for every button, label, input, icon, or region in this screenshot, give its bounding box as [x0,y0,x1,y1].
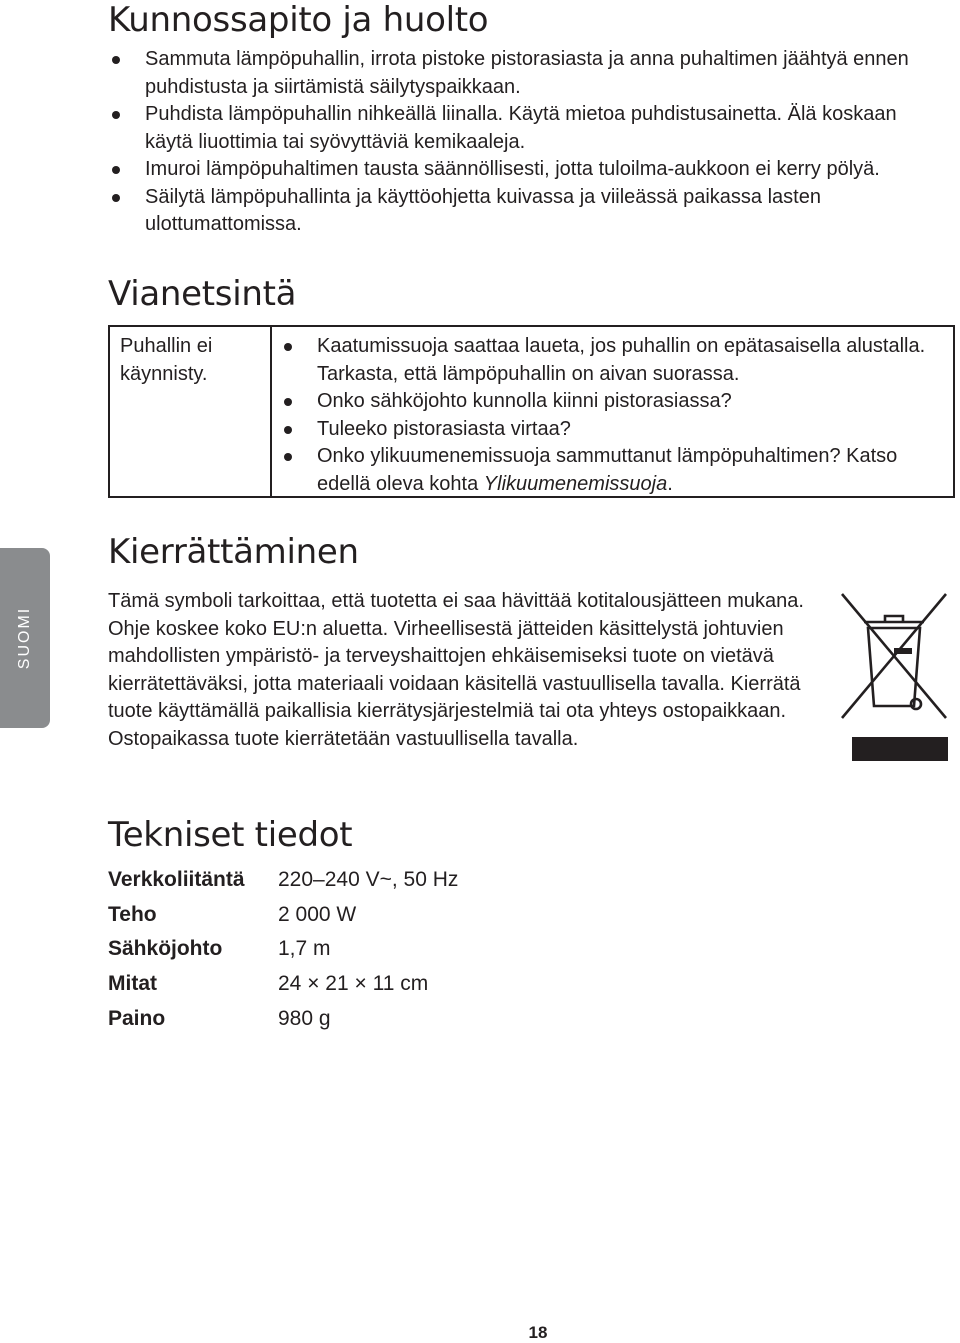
problem-cell: Puhallin ei käynnisty. [110,327,272,496]
specifications-table [108,863,458,1036]
specifications-heading: Tekniset tiedot [108,815,353,855]
troubleshooting-heading: Vianetsintä [108,274,297,314]
spec-value: 980 g [278,1006,331,1030]
spec-value: 1,7 m [278,937,331,961]
list-item: Onko sähköjohto kunnolla kiinni pistorasiassa? [280,388,953,416]
list-item [280,443,953,498]
language-tab [0,548,50,728]
table-row [108,932,458,967]
solutions-list [280,333,953,498]
language-tab-label: SUOMI [16,606,33,670]
spec-value: 220–240 V~, 50 Hz [278,868,459,892]
solution-emphasis: Ylikuumenemissuoja [483,472,668,495]
solution-end: . [667,472,673,495]
spec-label: Verkkoliitäntä [108,868,245,892]
maintenance-list [108,46,928,239]
spec-value: 2 000 W [278,902,357,926]
table-row [108,967,458,1002]
list-item: Säilytä lämpöpuhallinta ja käyttöohjetta kuivassa ja viileässä paikassa lasten ulottumattomissa. [108,184,928,239]
spec-value: 24 × 21 × 11 cm [278,972,429,996]
list-item: Tuleeko pistorasiasta virtaa? [280,416,953,444]
spec-label: Sähköjohto [108,937,223,961]
solutions-cell [272,327,953,496]
spec-label: Mitat [108,972,157,996]
table-row [108,863,458,898]
list-item: Imuroi lämpöpuhaltimen tausta säännöllisesti, jotta tuloilma-aukkoon ei kerry pölyä. [108,156,928,184]
list-item: Puhdista lämpöpuhallin nihkeällä liinalla. Käytä mietoa puhdistusainetta. Älä koskaan käytä liuottimia tai syövyttäviä kemikaaleja. [108,101,928,156]
table-row [108,1001,458,1036]
maintenance-heading: Kunnossapito ja huolto [108,0,489,40]
spec-label: Teho [108,902,157,926]
table-row [108,898,458,933]
page-number: 18 [528,1323,548,1342]
spec-label: Paino [108,1006,166,1030]
recycling-text: Tämä symboli tarkoittaa, että tuotetta ei saa hävittää kotitalousjätteen mukana. Ohje koskee koko EU:n aluetta. Virheellisestä jätteiden käsittelystä johtuvien mahdollisten ympäristö- ja terveyshaittojen ehkäisemiseksi tuote on vietävä kierrätettäväksi, jotta materiaali voidaan käsitellä vastuullisella tavalla. Kierrätä tuote käyttämällä paikallisia kierrätysjärjestelmiä tai ota yhteys ostopaikkaan. Ostopaikassa tuote kierrätetään vastuullisella tavalla. [108,590,804,750]
list-item: Sammuta lämpöpuhallin, irrota pistoke pistorasiasta ja anna puhaltimen jäähtyä ennen puhdistusta ja siirtämistä säilytyspaikkaan. [108,46,928,101]
crossed-out-wheelie-bin-icon [838,590,950,770]
recycling-heading: Kierrättäminen [108,532,359,572]
solution-text: Onko ylikuumenemissuoja sammuttanut lämpöpuhaltimen? Katso edellä oleva kohta [317,445,898,495]
troubleshooting-table [108,325,955,498]
list-item: Kaatumissuoja saattaa laueta, jos puhallin on epätasaisella alustalla. Tarkasta, että lämpöpuhallin on aivan suorassa. [280,333,953,388]
